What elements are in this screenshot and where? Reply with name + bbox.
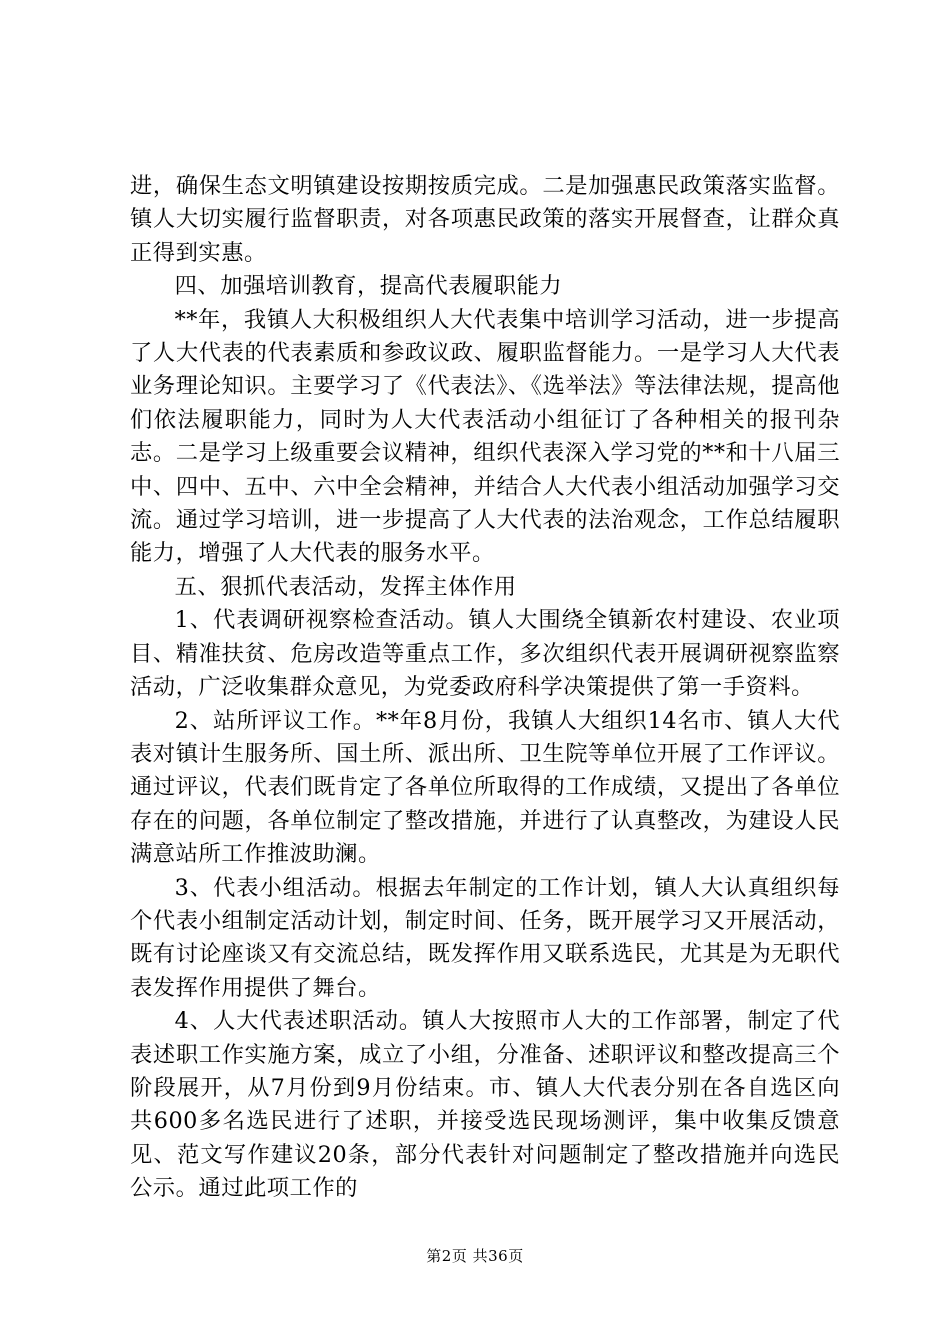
- document-body: [130, 170, 840, 1206]
- paragraph-item-4: 4、人大代表述职活动。镇人大按照市人大的工作部署，制定了代表述职工作实施方案，成立了小组，分准备、述职评议和整改提高三个阶段展开，从7月份到9月份结束。市、镇人大代表分别在各自选区向共600多名选民进行了述职，并接受选民现场测评，集中收集反馈意见、范文写作建议20条，部分代表针对问题制定了整改措施并向选民公示。通过此项工作的: [130, 1008, 840, 1202]
- section-heading-activities: 五、狠抓代表活动，发挥主体作用: [174, 573, 517, 600]
- page-number-footer: 第2页 共36页: [426, 1247, 524, 1265]
- section-heading-training: 四、加强培训教育，提高代表履职能力: [174, 273, 563, 300]
- paragraph-item-1: 1、代表调研视察检查活动。镇人大围绕全镇新农村建设、农业项目、精准扶贫、危房改造等重点工作，多次组织代表开展调研视察监察活动，广泛收集群众意见，为党委政府科学决策提供了第一手资料。: [130, 607, 840, 701]
- paragraph-item-3: 3、代表小组活动。根据去年制定的工作计划，镇人大认真组织每个代表小组制定活动计划，制定时间、任务，既开展学习又开展活动，既有讨论座谈又有交流总结，既发挥作用又联系选民，尤其是为无职代表发挥作用提供了舞台。: [130, 874, 840, 1001]
- paragraph-continuation: 进，确保生态文明镇建设按期按质完成。二是加强惠民政策落实监督。镇人大切实履行监督职责，对各项惠民政策的落实开展督查，让群众真正得到实惠。: [130, 173, 840, 266]
- paragraph-training: **年，我镇人大积极组织人大代表集中培训学习活动，进一步提高了人大代表的代表素质和参政议政、履职监督能力。一是学习人大代表业务理论知识。主要学习了《代表法》、《选举法》等法律法规，提高他们依法履职能力，同时为人大代表活动小组征订了各种相关的报刊杂志。二是学习上级重要会议精神，组织代表深入学习党的**和十八届三中、四中、五中、六中全会精神，并结合人大代表小组活动加强学习交流。通过学习培训，进一步提高了人大代表的法治观念，工作总结履职能力，增强了人大代表的服务水平。: [130, 306, 840, 567]
- paragraph-item-2: 2、站所评议工作。**年8月份，我镇人大组织14名市、镇人大代表对镇计生服务所、国土所、派出所、卫生院等单位开展了工作评议。通过评议，代表们既肯定了各单位所取得的工作成绩，又提出了各单位存在的问题，各单位制定了整改措施，并进行了认真整改，为建设人民满意站所工作推波助澜。: [130, 707, 840, 868]
